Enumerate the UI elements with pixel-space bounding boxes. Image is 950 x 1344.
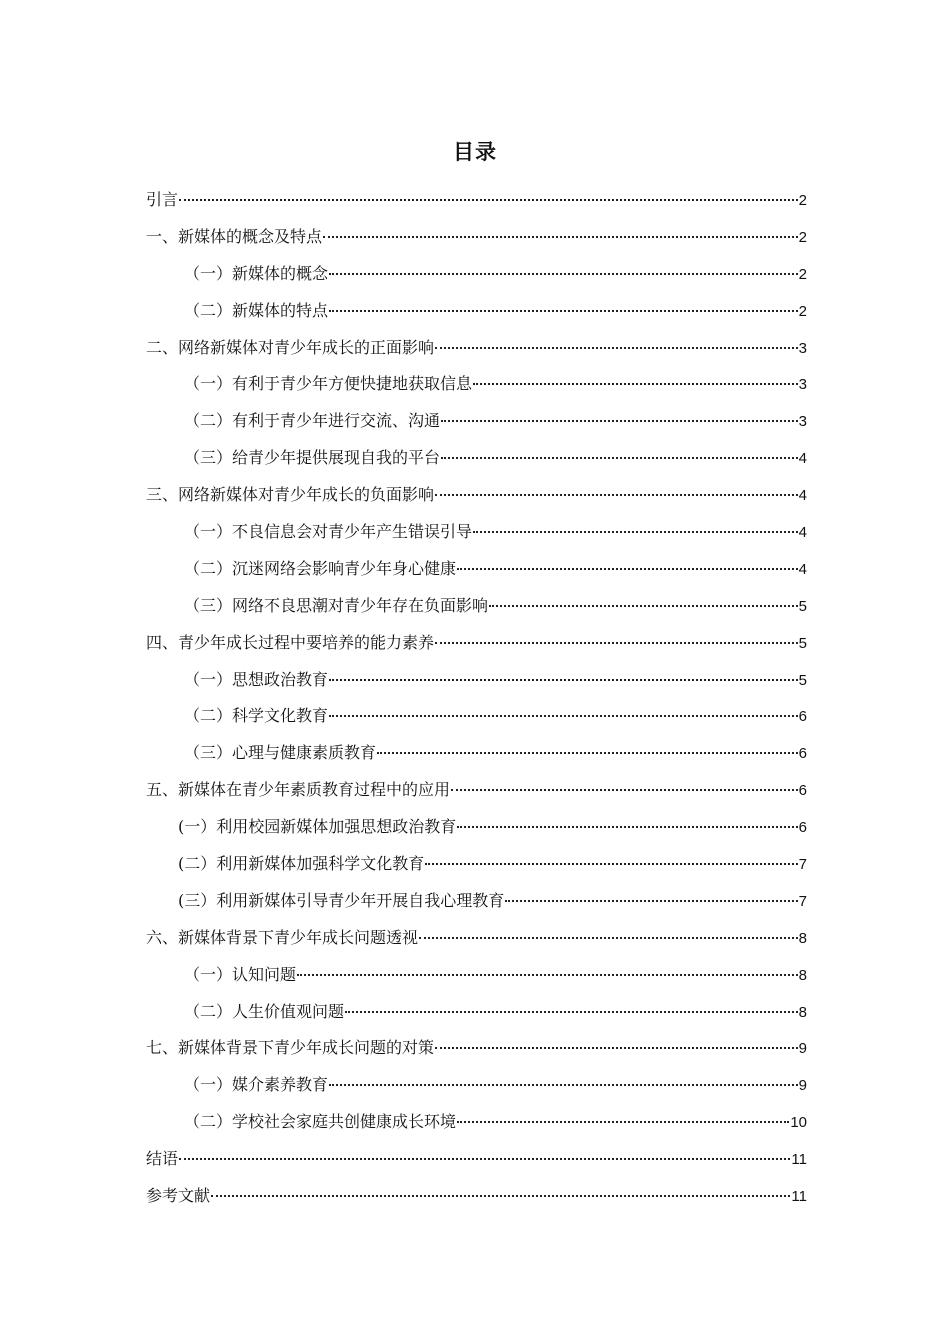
toc-page-number: 8 [798, 929, 807, 947]
toc-page-number: 11 [791, 1188, 807, 1206]
toc-page-number: 10 [790, 1114, 807, 1132]
toc-entry[interactable] [146, 772, 807, 809]
toc-dot-leader [329, 677, 798, 681]
toc-entry[interactable] [146, 883, 807, 920]
toc-dot-leader [323, 234, 798, 238]
toc-dot-leader [329, 713, 798, 717]
toc-entry[interactable] [146, 588, 807, 625]
toc-page-number: 2 [798, 302, 807, 320]
toc-entry-label: （三）心理与健康素质教育 [184, 743, 377, 763]
toc-dot-leader [435, 345, 798, 349]
toc-entry[interactable] [146, 219, 807, 256]
toc-entry-label: （二）新媒体的特点 [184, 300, 329, 320]
toc-entry-label: （二）科学文化教育 [184, 706, 329, 726]
toc-entry-label: 二、网络新媒体对青少年成长的正面影响 [146, 337, 435, 357]
toc-page-number: 3 [798, 376, 807, 394]
toc-entry[interactable] [146, 477, 807, 514]
table-of-contents [146, 182, 807, 1215]
toc-dot-leader [345, 1009, 798, 1013]
toc-entry[interactable] [146, 957, 807, 994]
toc-dot-leader [419, 935, 798, 939]
toc-entry-label: （一）思想政治教育 [184, 669, 329, 689]
toc-page-number: 3 [798, 413, 807, 431]
toc-entry[interactable] [146, 662, 807, 699]
toc-entry[interactable] [146, 293, 807, 330]
toc-dot-leader [435, 1045, 798, 1049]
toc-dot-leader [473, 529, 798, 533]
toc-entry[interactable] [146, 330, 807, 367]
toc-entry[interactable] [146, 1178, 807, 1215]
toc-page-number: 6 [798, 819, 807, 837]
toc-entry-label: 引言 [146, 190, 179, 209]
toc-entry[interactable] [146, 846, 807, 883]
toc-entry[interactable] [146, 920, 807, 957]
toc-entry[interactable] [146, 698, 807, 735]
toc-page-number: 2 [798, 265, 807, 283]
toc-entry-label: （二）有利于青少年进行交流、沟通 [184, 411, 441, 431]
toc-entry[interactable] [146, 994, 807, 1031]
toc-entry-label: （三）给青少年提供展现自我的平台 [184, 448, 441, 468]
toc-page-number: 2 [798, 192, 807, 209]
toc-dot-leader [435, 640, 798, 644]
toc-dot-leader [211, 1193, 790, 1197]
toc-page-number: 6 [798, 708, 807, 726]
toc-page-number: 5 [798, 671, 807, 689]
toc-entry[interactable] [146, 625, 807, 662]
toc-dot-leader [179, 1156, 790, 1160]
toc-entry-label: 一、新媒体的概念及特点 [146, 226, 323, 246]
toc-entry[interactable] [146, 1067, 807, 1104]
toc-entry-label: （一）新媒体的概念 [184, 263, 329, 283]
toc-page-number: 4 [798, 560, 807, 578]
toc-page-number: 8 [798, 1003, 807, 1021]
toc-dot-leader [377, 750, 798, 754]
toc-page-number: 5 [798, 597, 807, 615]
toc-entry[interactable] [146, 809, 807, 846]
toc-entry[interactable] [146, 366, 807, 403]
toc-dot-leader [457, 566, 798, 570]
toc-page-number: 5 [798, 634, 807, 652]
toc-dot-leader [329, 308, 798, 312]
page-title: 目录 [453, 139, 497, 164]
toc-entry-label: 三、网络新媒体对青少年成长的负面影响 [146, 485, 435, 505]
toc-entry[interactable] [146, 182, 807, 219]
toc-entry[interactable] [146, 514, 807, 551]
toc-dot-leader [505, 898, 797, 902]
toc-dot-leader [457, 1119, 789, 1123]
toc-dot-leader [425, 861, 797, 865]
toc-entry-label: （一）有利于青少年方便快捷地获取信息 [184, 374, 473, 394]
toc-dot-leader [489, 603, 798, 607]
toc-entry[interactable] [146, 1141, 807, 1178]
toc-page-number: 4 [798, 450, 807, 468]
toc-page-number: 3 [798, 339, 807, 357]
toc-entry-label: （二）学校社会家庭共创健康成长环境 [184, 1112, 457, 1132]
toc-entry-label: (二）利用新媒体加强科学文化教育 [178, 854, 425, 874]
toc-dot-leader [329, 1082, 798, 1086]
toc-entry-label: （一）认知问题 [184, 964, 297, 984]
toc-entry-label: （一）媒介素养教育 [184, 1075, 329, 1095]
toc-entry-label: 参考文献 [146, 1186, 211, 1206]
toc-entry-label: （一）不良信息会对青少年产生错误引导 [184, 522, 473, 542]
toc-entry[interactable] [146, 551, 807, 588]
toc-entry-label: 五、新媒体在青少年素质教育过程中的应用 [146, 780, 451, 800]
toc-dot-leader [457, 824, 797, 828]
toc-entry[interactable] [146, 1104, 807, 1141]
toc-entry-label: （二）沉迷网络会影响青少年身心健康 [184, 558, 457, 578]
toc-dot-leader [441, 418, 798, 422]
toc-dot-leader [297, 972, 798, 976]
toc-page-number: 9 [798, 1040, 807, 1058]
toc-page-number: 2 [798, 228, 807, 246]
toc-page-number: 4 [798, 487, 807, 505]
toc-dot-leader [451, 787, 798, 791]
toc-page-number: 11 [791, 1151, 807, 1169]
toc-dot-leader [329, 271, 798, 275]
toc-entry-label: 六、新媒体背景下青少年成长问题透视 [146, 927, 419, 947]
toc-dot-leader [441, 455, 798, 459]
toc-entry[interactable] [146, 1030, 807, 1067]
toc-page-number: 6 [798, 745, 807, 763]
toc-page-number: 7 [798, 856, 807, 874]
toc-page-number: 4 [798, 524, 807, 542]
toc-entry-label: (三）利用新媒体引导青少年开展自我心理教育 [178, 890, 505, 910]
toc-entry[interactable] [146, 256, 807, 293]
toc-entry-label: 结语 [146, 1149, 179, 1169]
toc-entry[interactable] [146, 735, 807, 772]
toc-page-number: 7 [798, 892, 807, 910]
toc-entry-label: (一）利用校园新媒体加强思想政治教育 [178, 817, 457, 837]
toc-entry-label: 四、青少年成长过程中要培养的能力素养 [146, 632, 435, 652]
toc-dot-leader [179, 197, 798, 201]
toc-page-number: 9 [798, 1077, 807, 1095]
toc-entry-label: （三）网络不良思潮对青少年存在负面影响 [184, 595, 489, 615]
toc-entry-label: （二）人生价值观问题 [184, 1001, 345, 1021]
toc-dot-leader [473, 381, 798, 385]
toc-dot-leader [435, 492, 798, 496]
toc-entry-label: 七、新媒体背景下青少年成长问题的对策 [146, 1038, 435, 1058]
toc-entry[interactable] [146, 403, 807, 440]
toc-entry[interactable] [146, 440, 807, 477]
toc-page-number: 6 [798, 782, 807, 800]
toc-page-number: 8 [798, 966, 807, 984]
